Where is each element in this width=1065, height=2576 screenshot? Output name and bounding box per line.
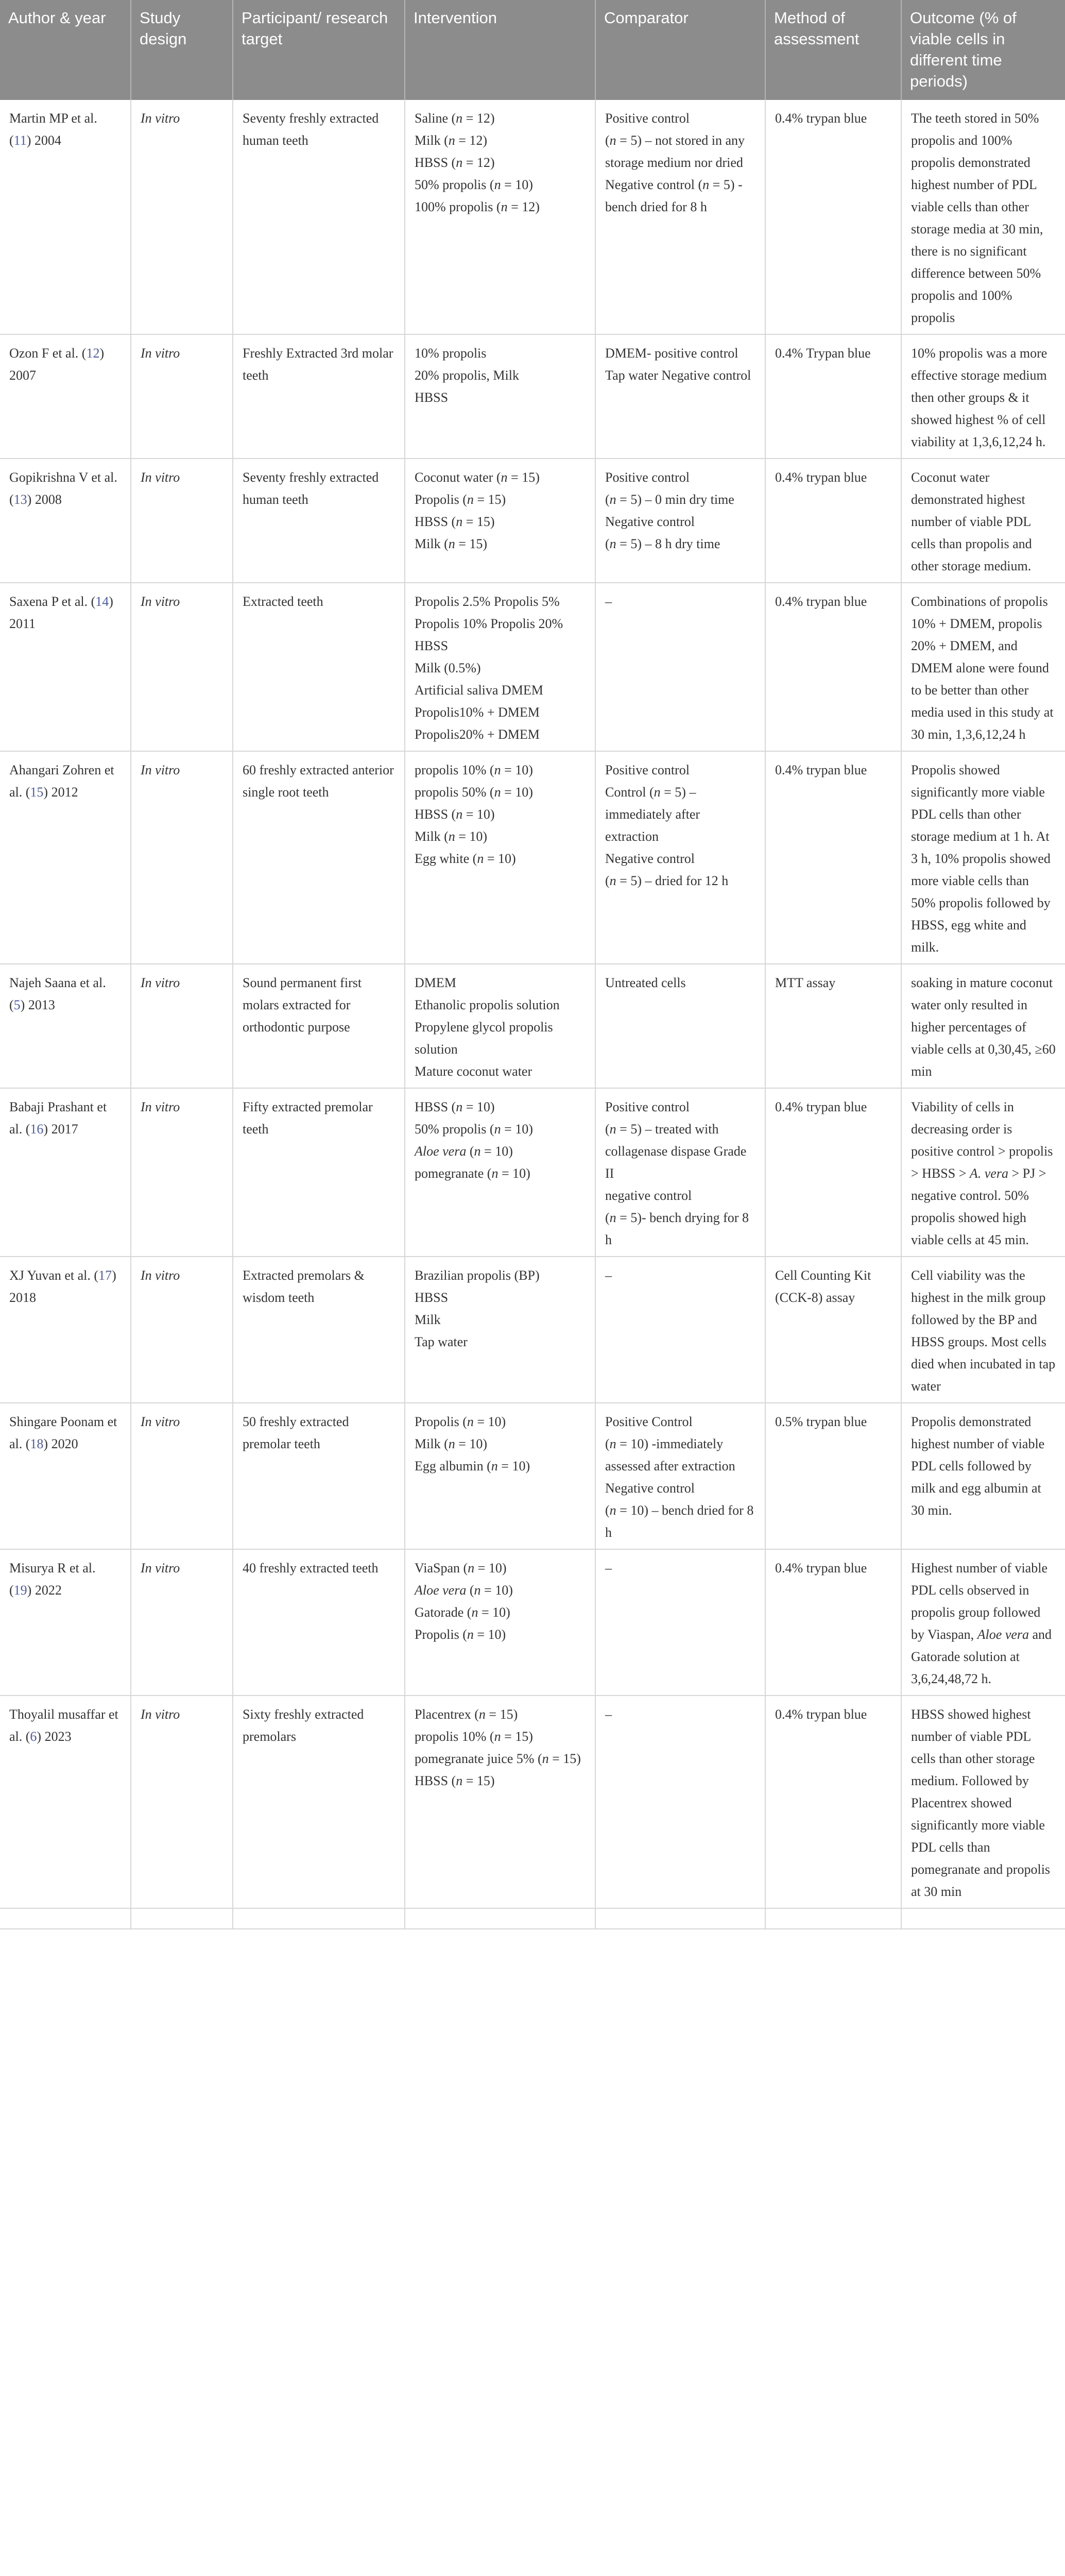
- intervention-item: Milk (n = 12): [415, 133, 488, 148]
- empty-cell: [765, 1908, 901, 1929]
- cell-participant: Freshly Extracted 3rd molar teeth: [233, 334, 405, 459]
- intervention-item: propolis 10% (n = 15): [415, 1729, 533, 1744]
- intervention-item: pomegranate juice 5% (n = 15): [415, 1751, 581, 1766]
- cell-method: 0.4% trypan blue: [765, 459, 901, 583]
- author-name: Thoyalil musaffar et al. (: [9, 1707, 118, 1744]
- empty-cell: [233, 1908, 405, 1929]
- comparator-item: DMEM- positive control: [605, 346, 738, 361]
- intervention-item: ViaSpan (n = 10): [415, 1561, 507, 1575]
- intervention-item: Aloe vera (n = 10): [415, 1144, 513, 1159]
- intervention-item: 50% propolis (n = 10): [415, 1122, 533, 1137]
- cell-participant: 50 freshly extracted premolar teeth: [233, 1403, 405, 1549]
- intervention-item: 100% propolis (n = 12): [415, 199, 540, 214]
- header-outcome: Outcome (% of viable cells in different time periods): [901, 0, 1065, 100]
- cell-study-design: In vitro: [131, 583, 233, 751]
- intervention-item: Placentrex (n = 15): [415, 1707, 518, 1722]
- intervention-item: HBSS: [415, 1290, 449, 1305]
- comparator-item: Negative control: [605, 851, 695, 866]
- cell-study-design: In vitro: [131, 751, 233, 964]
- author-year: ) 2008: [27, 492, 62, 507]
- comparator-item: negative control: [605, 1188, 692, 1203]
- intervention-item: Propolis10% + DMEM: [415, 705, 540, 720]
- intervention-item: pomegranate (n = 10): [415, 1166, 530, 1181]
- cell-outcome: The teeth stored in 50% propolis and 100% propolis demonstrated highest number of PDL viable cells than other storage media at 30 min, there is no significant difference between 50% propolis and 100% propolis: [901, 100, 1065, 334]
- cell-comparator: [595, 1257, 765, 1403]
- intervention-item: HBSS (n = 12): [415, 155, 495, 170]
- cell-outcome: Propolis demonstrated highest number of viable PDL cells followed by milk and egg albumin at 30 min.: [901, 1403, 1065, 1549]
- cell-method: 0.4% trypan blue: [765, 1088, 901, 1257]
- cell-participant: Sixty freshly extracted premolars: [233, 1696, 405, 1908]
- author-year: ) 2013: [20, 997, 55, 1012]
- comparator-item: (n = 5) – 8 h dry time: [605, 536, 720, 551]
- table-row: [0, 334, 1065, 459]
- cell-study-design: In vitro: [131, 334, 233, 459]
- cell-study-design: In vitro: [131, 964, 233, 1088]
- table-row: [0, 1257, 1065, 1403]
- intervention-item: Mature coconut water: [415, 1064, 532, 1079]
- cell-intervention: [405, 964, 595, 1088]
- cell-comparator: [595, 964, 765, 1088]
- author-name: Martin MP et al. (: [9, 111, 97, 148]
- comparator-item: (n = 10) -immediately assessed after extraction: [605, 1436, 735, 1473]
- comparator-item: –: [605, 594, 612, 609]
- author-year: ) 2012: [43, 785, 78, 800]
- table-row: [0, 100, 1065, 334]
- cell-method: 0.4% trypan blue: [765, 1696, 901, 1908]
- table-row: [0, 1549, 1065, 1696]
- intervention-item: Propolis (n = 10): [415, 1414, 506, 1429]
- cell-study-design: In vitro: [131, 1257, 233, 1403]
- cell-study-design: In vitro: [131, 1088, 233, 1257]
- cell-outcome: soaking in mature coconut water only resulted in higher percentages of viable cells at 0,30,45, ≥60 min: [901, 964, 1065, 1088]
- intervention-item: Propolis 10% Propolis 20%: [415, 616, 563, 631]
- cell-participant: Extracted premolars & wisdom teeth: [233, 1257, 405, 1403]
- intervention-item: Propolis (n = 10): [415, 1627, 506, 1642]
- cell-author-year: [0, 1403, 131, 1549]
- reference-link[interactable]: 14: [95, 594, 109, 609]
- table-row: [0, 1403, 1065, 1549]
- cell-author-year: [0, 459, 131, 583]
- cell-participant: Fifty extracted premolar teeth: [233, 1088, 405, 1257]
- cell-author-year: [0, 334, 131, 459]
- intervention-item: Saline (n = 12): [415, 111, 495, 126]
- cell-author-year: [0, 1088, 131, 1257]
- cell-outcome: Coconut water demonstrated highest number of viable PDL cells than propolis and other storage medium.: [901, 459, 1065, 583]
- cell-outcome: 10% propolis was a more effective storage medium then other groups & it showed highest % of cell viability at 1,3,6,12,24 h.: [901, 334, 1065, 459]
- header-method: Method of assessment: [765, 0, 901, 100]
- reference-link[interactable]: 19: [13, 1583, 27, 1598]
- comparator-item: Positive control: [605, 762, 690, 777]
- author-name: Babaji Prashant et al. (: [9, 1099, 107, 1137]
- cell-participant: Extracted teeth: [233, 583, 405, 751]
- cell-comparator: [595, 334, 765, 459]
- cell-intervention: [405, 100, 595, 334]
- empty-cell: [131, 1908, 233, 1929]
- table-row: [0, 751, 1065, 964]
- cell-author-year: [0, 1549, 131, 1696]
- author-name: Saxena P et al. (: [9, 594, 96, 609]
- cell-author-year: [0, 751, 131, 964]
- cell-method: 0.4% Trypan blue: [765, 334, 901, 459]
- cell-intervention: [405, 459, 595, 583]
- cell-method: 0.4% trypan blue: [765, 751, 901, 964]
- header-participant: Participant/ research target: [233, 0, 405, 100]
- intervention-item: Milk (n = 10): [415, 1436, 488, 1451]
- intervention-item: HBSS (n = 10): [415, 807, 495, 822]
- intervention-item: 50% propolis (n = 10): [415, 177, 533, 192]
- reference-link[interactable]: 12: [86, 346, 100, 361]
- cell-outcome: HBSS showed highest number of viable PDL cells than other storage medium. Followed by Placentrex showed significantly more viable PDL cells than pomegranate and propolis at 30 min: [901, 1696, 1065, 1908]
- reference-link[interactable]: 18: [30, 1436, 44, 1451]
- cell-method: 0.5% trypan blue: [765, 1403, 901, 1549]
- table-row: [0, 583, 1065, 751]
- intervention-item: Gatorade (n = 10): [415, 1605, 510, 1620]
- cell-method: Cell Counting Kit (CCK-8) assay: [765, 1257, 901, 1403]
- reference-link[interactable]: 17: [98, 1268, 112, 1283]
- cell-participant: 60 freshly extracted anterior single root teeth: [233, 751, 405, 964]
- cell-study-design: In vitro: [131, 1696, 233, 1908]
- intervention-item: Egg white (n = 10): [415, 851, 516, 866]
- cell-author-year: [0, 1696, 131, 1908]
- intervention-item: propolis 50% (n = 10): [415, 785, 533, 800]
- author-year: ) 2020: [43, 1436, 78, 1451]
- intervention-item: Aloe vera (n = 10): [415, 1583, 513, 1598]
- cell-study-design: In vitro: [131, 1403, 233, 1549]
- author-year: ) 2011: [9, 594, 113, 631]
- comparator-item: Positive control: [605, 1099, 690, 1114]
- reference-link[interactable]: 16: [30, 1122, 44, 1137]
- cell-intervention: [405, 583, 595, 751]
- cell-comparator: [595, 751, 765, 964]
- cell-intervention: [405, 1549, 595, 1696]
- author-name: Shingare Poonam et al. (: [9, 1414, 117, 1451]
- reference-link[interactable]: 5: [13, 997, 21, 1012]
- author-name: XJ Yuvan et al. (: [9, 1268, 99, 1283]
- table-row: [0, 459, 1065, 583]
- header-author-year: Author & year: [0, 0, 131, 100]
- comparator-item: (n = 5) – treated with collagenase dispase Grade II: [605, 1122, 747, 1181]
- author-year: ) 2018: [9, 1268, 116, 1305]
- intervention-item: Milk (0.5%): [415, 660, 481, 675]
- table-row: [0, 1696, 1065, 1908]
- intervention-item: HBSS (n = 10): [415, 1099, 495, 1114]
- cell-participant: Seventy freshly extracted human teeth: [233, 100, 405, 334]
- intervention-item: DMEM: [415, 975, 456, 990]
- cell-outcome: Cell viability was the highest in the milk group followed by the BP and HBSS groups. Most cells died when incubated in tap water: [901, 1257, 1065, 1403]
- comparator-item: Tap water Negative control: [605, 368, 751, 383]
- reference-link[interactable]: 6: [30, 1729, 37, 1744]
- cell-method: 0.4% trypan blue: [765, 1549, 901, 1696]
- reference-link[interactable]: 11: [13, 133, 27, 148]
- intervention-item: Brazilian propolis (BP): [415, 1268, 540, 1283]
- intervention-item: Ethanolic propolis solution: [415, 997, 560, 1012]
- comparator-item: (n = 5) – dried for 12 h: [605, 873, 729, 888]
- intervention-item: HBSS: [415, 638, 449, 653]
- cell-comparator: [595, 1088, 765, 1257]
- intervention-item: HBSS (n = 15): [415, 514, 495, 529]
- table-row-empty: [0, 1908, 1065, 1929]
- comparator-item: Untreated cells: [605, 975, 686, 990]
- author-name: Gopikrishna V et al. (: [9, 470, 117, 507]
- intervention-item: Propolis 2.5% Propolis 5%: [415, 594, 560, 609]
- author-name: Misurya R et al. (: [9, 1561, 96, 1598]
- comparator-item: Positive control: [605, 111, 690, 126]
- intervention-item: Milk (n = 10): [415, 829, 488, 844]
- intervention-item: Propolis20% + DMEM: [415, 727, 540, 742]
- empty-cell: [0, 1908, 131, 1929]
- cell-participant: 40 freshly extracted teeth: [233, 1549, 405, 1696]
- cell-comparator: [595, 1696, 765, 1908]
- author-year: ) 2007: [9, 346, 105, 383]
- comparator-item: –: [605, 1561, 612, 1575]
- cell-method: MTT assay: [765, 964, 901, 1088]
- intervention-item: Egg albumin (n = 10): [415, 1459, 530, 1473]
- cell-author-year: [0, 964, 131, 1088]
- cell-author-year: [0, 1257, 131, 1403]
- cell-outcome: Combinations of propolis 10% + DMEM, propolis 20% + DMEM, and DMEM alone were found to be better than other media used in this study at 30 min, 1,3,6,12,24 h: [901, 583, 1065, 751]
- intervention-item: Milk (n = 15): [415, 536, 488, 551]
- table-row: [0, 964, 1065, 1088]
- cell-intervention: [405, 1696, 595, 1908]
- cell-intervention: [405, 1403, 595, 1549]
- comparator-item: (n = 5) – 0 min dry time: [605, 492, 734, 507]
- cell-comparator: [595, 583, 765, 751]
- comparator-item: –: [605, 1268, 612, 1283]
- cell-intervention: [405, 1088, 595, 1257]
- cell-author-year: [0, 583, 131, 751]
- intervention-item: 10% propolis: [415, 346, 487, 361]
- header-intervention: Intervention: [405, 0, 595, 100]
- cell-intervention: [405, 1257, 595, 1403]
- intervention-item: propolis 10% (n = 10): [415, 762, 533, 777]
- reference-link[interactable]: 15: [30, 785, 44, 800]
- cell-comparator: [595, 1549, 765, 1696]
- cell-study-design: In vitro: [131, 100, 233, 334]
- author-year: ) 2017: [43, 1122, 78, 1137]
- comparator-item: –: [605, 1707, 612, 1722]
- cell-outcome: Propolis showed significantly more viable PDL cells than other storage medium at 1 h. At 3 h, 10% propolis showed more viable cells than 50% propolis followed by HBSS, egg white and milk.: [901, 751, 1065, 964]
- author-name: Ozon F et al. (: [9, 346, 87, 361]
- cell-outcome: Highest number of viable PDL cells observed in propolis group followed by Viaspan, Aloe vera and Gatorade solution at 3,6,24,48,72 h.: [901, 1549, 1065, 1696]
- comparator-item: (n = 10) – bench dried for 8 h: [605, 1503, 754, 1540]
- comparator-item: (n = 5)- bench drying for 8 h: [605, 1210, 749, 1247]
- comparator-item: Positive control: [605, 470, 690, 485]
- table-body: [0, 100, 1065, 1929]
- cell-comparator: [595, 459, 765, 583]
- cell-method: 0.4% trypan blue: [765, 100, 901, 334]
- comparator-item: Positive Control: [605, 1414, 693, 1429]
- cell-method: 0.4% trypan blue: [765, 583, 901, 751]
- comparator-item: Control (n = 5) – immediately after extraction: [605, 785, 700, 844]
- header-row: [0, 0, 1065, 100]
- cell-study-design: In vitro: [131, 1549, 233, 1696]
- intervention-item: Artificial saliva DMEM: [415, 683, 543, 698]
- reference-link[interactable]: 13: [13, 492, 27, 507]
- table-row: [0, 1088, 1065, 1257]
- author-name: Najeh Saana et al. (: [9, 975, 106, 1012]
- empty-cell: [901, 1908, 1065, 1929]
- cell-participant: Sound permanent first molars extracted for orthodontic purpose: [233, 964, 405, 1088]
- intervention-item: 20% propolis, Milk: [415, 368, 519, 383]
- intervention-item: Coconut water (n = 15): [415, 470, 540, 485]
- cell-intervention: [405, 751, 595, 964]
- cell-outcome: Viability of cells in decreasing order is positive control > propolis > HBSS > A. vera > PJ > negative control. 50% propolis showed high viable cells at 45 min.: [901, 1088, 1065, 1257]
- intervention-item: Propolis (n = 15): [415, 492, 506, 507]
- comparator-item: (n = 5) – not stored in any storage medium nor dried: [605, 133, 745, 170]
- author-year: ) 2004: [26, 133, 61, 148]
- cell-participant: Seventy freshly extracted human teeth: [233, 459, 405, 583]
- author-year: ) 2023: [37, 1729, 72, 1744]
- cell-study-design: In vitro: [131, 459, 233, 583]
- header-study-design: Study design: [131, 0, 233, 100]
- empty-cell: [595, 1908, 765, 1929]
- cell-intervention: [405, 334, 595, 459]
- comparator-item: Negative control: [605, 514, 695, 529]
- intervention-item: HBSS (n = 15): [415, 1773, 495, 1788]
- comparator-item: Negative control: [605, 1481, 695, 1496]
- cell-comparator: [595, 100, 765, 334]
- intervention-item: Tap water: [415, 1334, 468, 1349]
- comparator-item: Negative control (n = 5) -bench dried for 8 h: [605, 177, 743, 214]
- header-comparator: Comparator: [595, 0, 765, 100]
- table-header: [0, 0, 1065, 100]
- author-year: ) 2022: [27, 1583, 62, 1598]
- empty-cell: [405, 1908, 595, 1929]
- intervention-item: Milk: [415, 1312, 441, 1327]
- intervention-item: Propylene glycol propolis solution: [415, 1020, 553, 1057]
- cell-comparator: [595, 1403, 765, 1549]
- cell-author-year: [0, 100, 131, 334]
- author-name: Ahangari Zohren et al. (: [9, 762, 114, 800]
- intervention-item: HBSS: [415, 390, 449, 405]
